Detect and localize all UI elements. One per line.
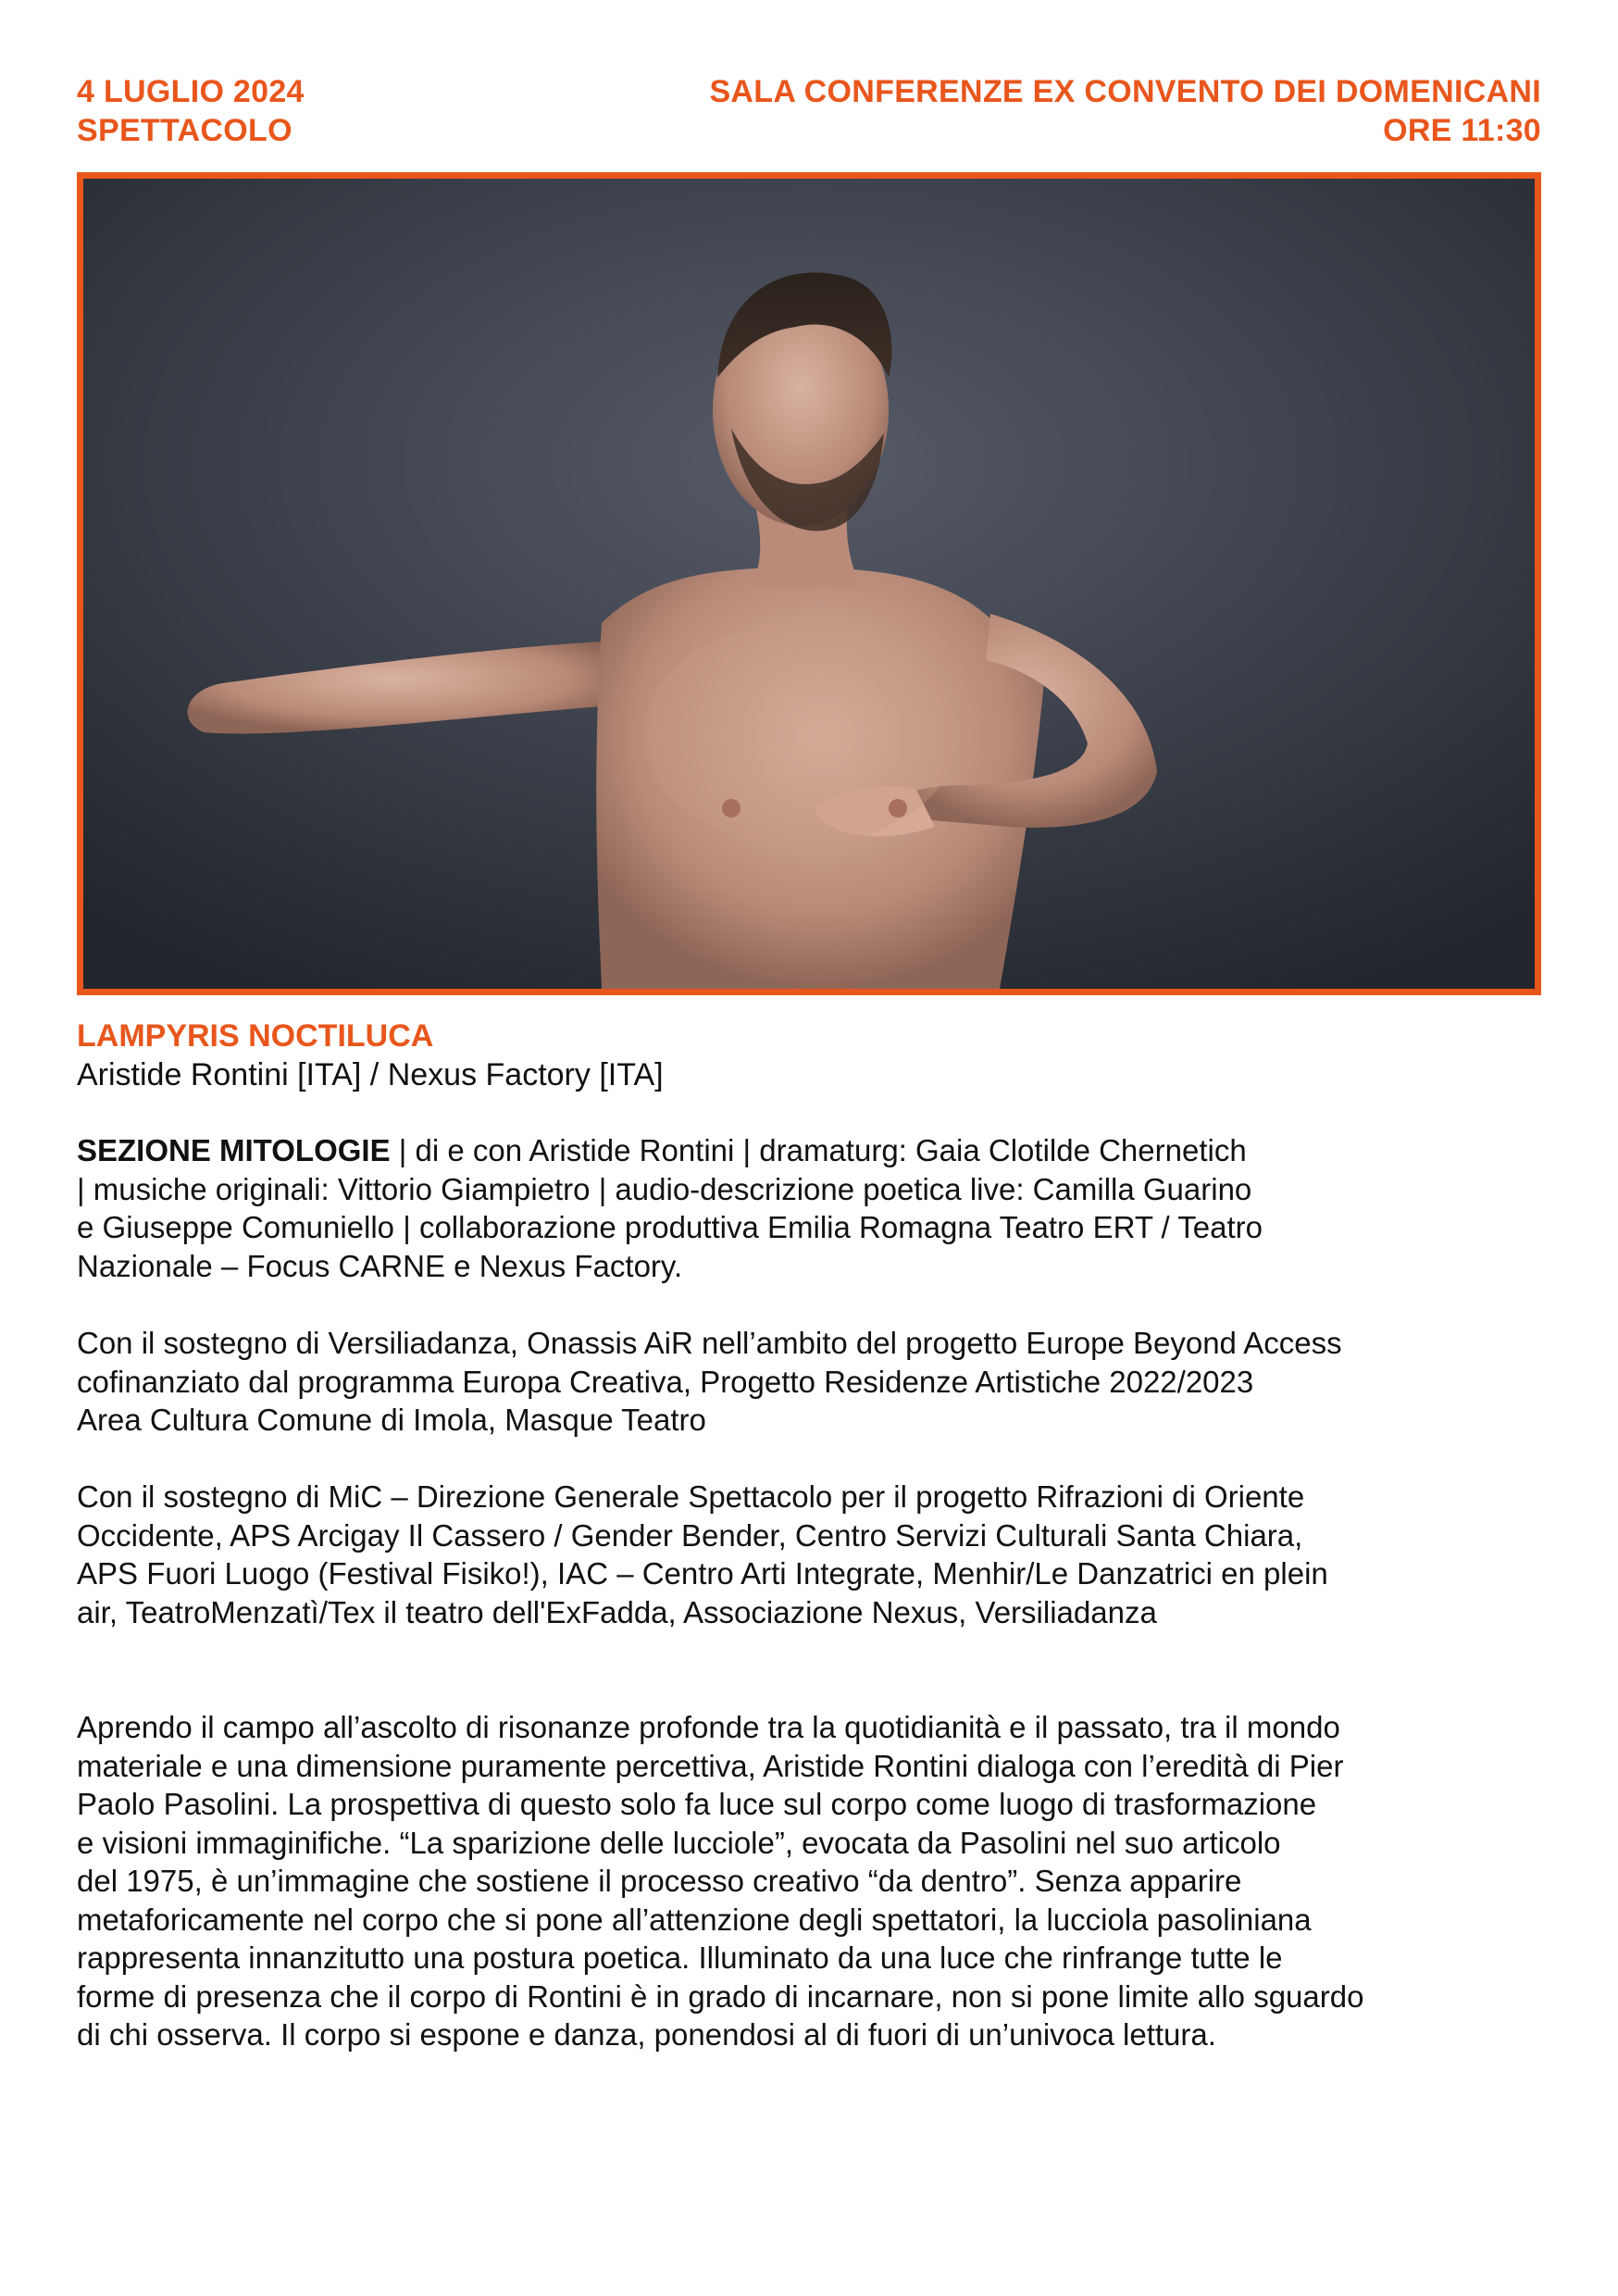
description-line: Paolo Pasolini. La prospettiva di questo solo fa luce sul corpo come luogo di trasformazione <box>77 1787 1317 1821</box>
show-title: LAMPYRIS NOCTILUCA <box>77 1018 434 1054</box>
header-left <box>77 72 305 150</box>
credits-line <box>77 1131 1549 1170</box>
description-line: del 1975, è un’immagine che sostiene il processo creativo “da dentro”. Senza apparire <box>77 1864 1242 1898</box>
support-line: APS Fuori Luogo (Festival Fisiko!), IAC – Centro Arti Integrate, Menhir/Le Danzatrici en plein <box>77 1556 1328 1591</box>
support-line: cofinanziato dal programma Europa Creativa, Progetto Residenze Artistiche 2022/2023 <box>77 1364 1254 1399</box>
credits-text: | di e con Aristide Rontini | dramaturg: Gaia Clotilde Chernetich <box>390 1133 1247 1167</box>
credits-paragraph <box>77 1131 1549 1285</box>
description-line: e visioni immaginifiche. “La sparizione delle lucciole”, evocata da Pasolini nel suo articolo <box>77 1825 1281 1860</box>
description-line: rappresenta innanzitutto una postura poetica. Illuminato da una luce che rinfrange tutte le <box>77 1940 1283 1975</box>
support-line: Occidente, APS Arcigay Il Cassero / Gender Bender, Centro Servizi Culturali Santa Chiara, <box>77 1517 1303 1553</box>
support-line: Area Cultura Comune di Imola, Masque Teatro <box>77 1403 706 1437</box>
credits-line: Nazionale – Focus CARNE e Nexus Factory. <box>77 1248 683 1283</box>
description-line: di chi osserva. Il corpo si espone e danza, ponendosi al di fuori di un’univoca lettura. <box>77 2017 1216 2052</box>
credits-line: e Giuseppe Comuniello | collaborazione produttiva Emilia Romagna Teatro ERT / Teatro <box>77 1210 1263 1244</box>
support-line: Con il sostegno di MiC – Direzione Generale Spettacolo per il progetto Rifrazioni di Oriente <box>77 1479 1305 1514</box>
support-paragraph-2 <box>77 1478 1549 1631</box>
support-line: Con il sostegno di Versiliadanza, Onassis AiR nell’ambito del progetto Europe Beyond Access <box>77 1326 1342 1360</box>
support-paragraph-1 <box>77 1324 1549 1440</box>
performer-figure-illustration <box>83 179 1535 989</box>
description-line: forme di presenza che il corpo di Rontini è in grado di incarnare, non si pone limite allo sguardo <box>77 1978 1364 2014</box>
credits-line: | musiche originali: Vittorio Giampietro | audio-descrizione poetica live: Camilla Guarino <box>77 1171 1252 1206</box>
event-time: ORE 11:30 <box>1383 113 1541 148</box>
performer-photo <box>77 172 1541 995</box>
event-venue: SALA CONFERENZE EX CONVENTO DEI DOMENICANI <box>709 74 1541 109</box>
support-line: air, TeatroMenzatì/Tex il teatro dell'ExFadda, Associazione Nexus, Versiliadanza <box>77 1594 1157 1629</box>
event-date: 4 LUGLIO 2024 <box>77 74 305 109</box>
description-paragraph <box>77 1708 1549 2054</box>
header-right <box>709 72 1541 150</box>
section-label: SEZIONE MITOLOGIE <box>77 1133 391 1167</box>
description-line: metaforicamente nel corpo che si pone all’attenzione degli spettatori, la lucciola pasoliniana <box>77 1902 1312 1937</box>
show-artists: Aristide Rontini [ITA] / Nexus Factory [ITA] <box>77 1057 664 1092</box>
description-line: materiale e una dimensione puramente percettiva, Aristide Rontini dialoga con l’eredità di Pier <box>77 1748 1344 1783</box>
description-line: Aprendo il campo all’ascolto di risonanze profonde tra la quotidianità e il passato, tra il mondo <box>77 1710 1340 1744</box>
event-category: SPETTACOLO <box>77 113 292 148</box>
